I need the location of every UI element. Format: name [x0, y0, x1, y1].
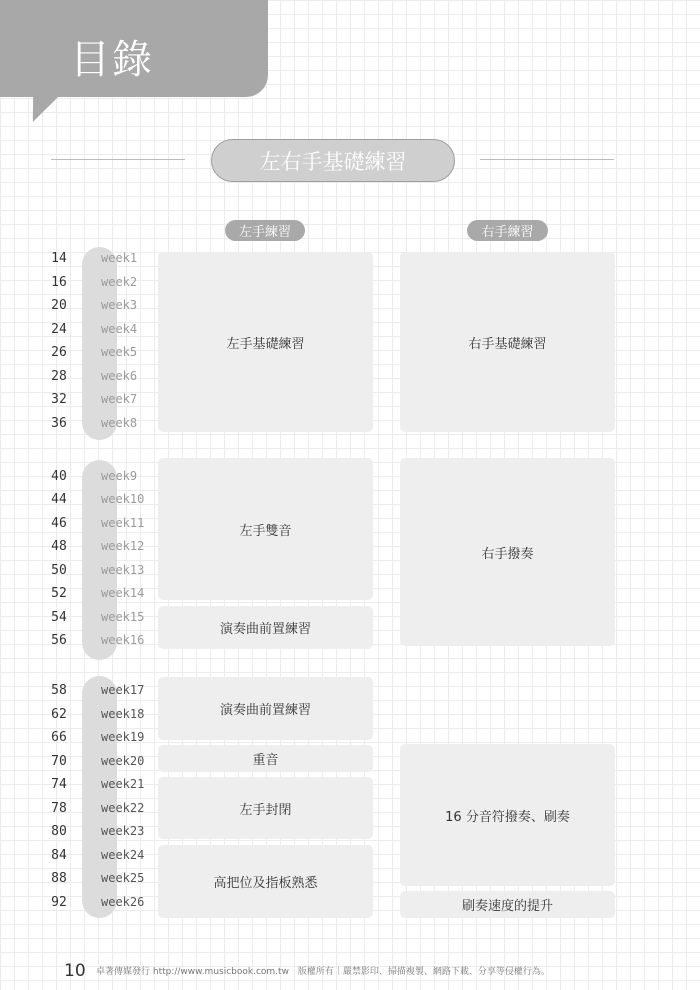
page-number[interactable]: 54	[51, 610, 67, 625]
section-divider-left	[51, 159, 185, 160]
page-number[interactable]: 66	[51, 730, 67, 745]
page-title: 目錄	[70, 37, 154, 83]
week-label: week7	[101, 392, 138, 406]
week-label: week20	[101, 754, 145, 768]
week-label: week12	[101, 539, 145, 553]
right-box-strum-speed[interactable]: 刷奏速度的提升	[400, 891, 615, 918]
week-label: week24	[101, 848, 145, 862]
page-number[interactable]: 14	[51, 251, 67, 266]
week-label: week15	[101, 610, 145, 624]
page-number[interactable]: 44	[51, 492, 67, 507]
page-number[interactable]: 80	[51, 824, 67, 839]
week-label: week21	[101, 777, 145, 791]
week-label: week8	[101, 416, 138, 430]
week-label: week26	[101, 895, 145, 909]
page-number[interactable]: 32	[51, 392, 67, 407]
week-label: week9	[101, 469, 138, 483]
page-number[interactable]: 84	[51, 848, 67, 863]
section-title: 左右手基礎練習	[211, 139, 455, 182]
left-box-basic[interactable]: 左手基礎練習	[158, 252, 373, 432]
section-divider-right	[480, 159, 614, 160]
right-box-plucking[interactable]: 右手撥奏	[400, 458, 615, 646]
week-label: week18	[101, 707, 145, 721]
left-box-barre[interactable]: 左手封閉	[158, 777, 373, 839]
week-label: week19	[101, 730, 145, 744]
week-group-bar-2	[82, 460, 117, 660]
week-label: week2	[101, 275, 138, 289]
page-number[interactable]: 74	[51, 777, 67, 792]
page-number[interactable]: 62	[51, 707, 67, 722]
left-box-high-position[interactable]: 高把位及指板熟悉	[158, 845, 373, 918]
week-label: week11	[101, 516, 145, 530]
week-label: week14	[101, 586, 145, 600]
page-number[interactable]: 88	[51, 871, 67, 886]
left-box-pre-practice-1[interactable]: 演奏曲前置練習	[158, 606, 373, 649]
page-number[interactable]: 50	[51, 563, 67, 578]
left-box-pre-practice-2[interactable]: 演奏曲前置練習	[158, 677, 373, 740]
week-label: week17	[101, 683, 145, 697]
week-label: week1	[101, 251, 138, 265]
page-number[interactable]: 78	[51, 801, 67, 816]
page-number[interactable]: 70	[51, 754, 67, 769]
week-label: week23	[101, 824, 145, 838]
page-number[interactable]: 52	[51, 586, 67, 601]
page-number[interactable]: 56	[51, 633, 67, 648]
page-number[interactable]: 28	[51, 369, 67, 384]
right-hand-column-heading: 右手練習	[467, 220, 548, 241]
week-label: week22	[101, 801, 145, 815]
footer-copyright: 卓著傳媒發行 http://www.musicbook.com.tw 版權所有｜嚴禁影印、掃描複製、網路下載、分享等侵權行為。	[96, 967, 550, 977]
page-number[interactable]: 58	[51, 683, 67, 698]
week-label: week25	[101, 871, 145, 885]
page-number[interactable]: 40	[51, 469, 67, 484]
week-label: week3	[101, 298, 138, 312]
right-box-sixteenth[interactable]: 16 分音符撥奏、刷奏	[400, 744, 615, 886]
left-box-double-stop[interactable]: 左手雙音	[158, 458, 373, 600]
page-number[interactable]: 20	[51, 298, 67, 313]
left-hand-column-heading: 左手練習	[225, 220, 305, 241]
footer-page-number: 10	[64, 961, 86, 981]
page-number[interactable]: 36	[51, 416, 67, 431]
week-label: week4	[101, 322, 138, 336]
page-number[interactable]: 92	[51, 895, 67, 910]
week-label: week6	[101, 369, 138, 383]
left-box-accent[interactable]: 重音	[158, 745, 373, 772]
right-box-basic[interactable]: 右手基礎練習	[400, 252, 615, 432]
page-number[interactable]: 26	[51, 345, 67, 360]
week-label: week16	[101, 633, 145, 647]
week-label: week10	[101, 492, 145, 506]
week-label: week5	[101, 345, 138, 359]
page-number[interactable]: 48	[51, 539, 67, 554]
page-number[interactable]: 16	[51, 275, 67, 290]
page-number[interactable]: 24	[51, 322, 67, 337]
page-number[interactable]: 46	[51, 516, 67, 531]
week-label: week13	[101, 563, 145, 577]
